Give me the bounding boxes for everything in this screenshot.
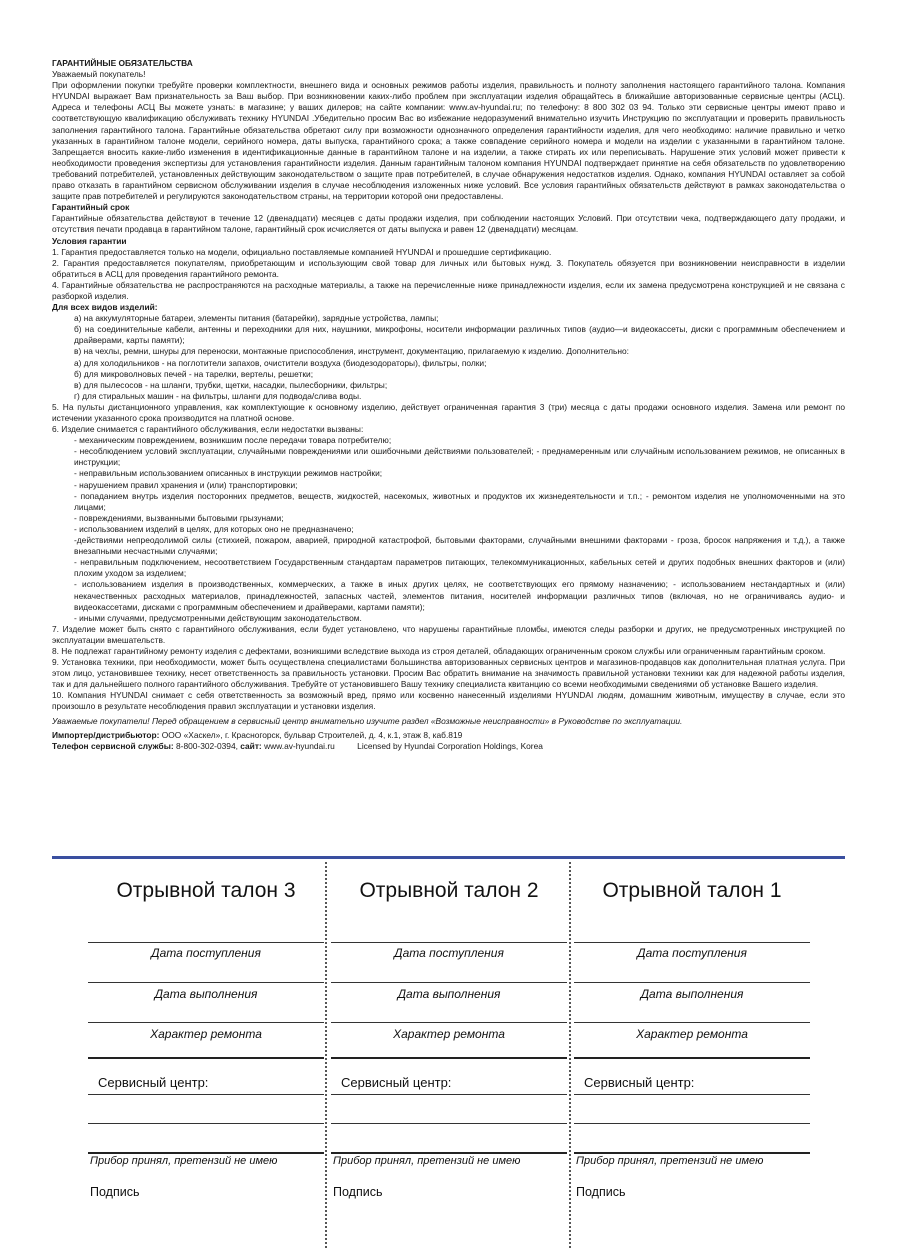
service-center-label: Сервисный центр: — [98, 1075, 209, 1090]
repair-type-label: Характер ремонта — [150, 1027, 262, 1041]
phone-value: 8-800-302-0394, — [176, 740, 238, 751]
signature-label: Подпись — [90, 1185, 140, 1199]
type-item: б) для микроволновых печей - на тарелки, вертелы, решетки; — [74, 368, 314, 379]
form-line — [88, 1123, 324, 1124]
warranty-title: ГАРАНТИЙНЫЕ ОБЯЗАТЕЛЬСТВА — [52, 58, 193, 68]
license-text: Licensed by Hyundai Corporation Holdings, Korea — [357, 740, 543, 751]
form-line — [331, 1123, 567, 1124]
condition-1: 1. Гарантия предоставляется только на модели, официально поставляемые компанией HYUNDAI и прошедшие сертификацию. — [52, 246, 552, 257]
form-line — [331, 1094, 567, 1095]
type-item: б) на соединительные кабели, антенны и переходники для них, наушники, микрофоны, носители информации различных типов (аудио—и видеокассеты, диски с программным обеспечением и драйверами, карты памяти); — [74, 324, 845, 346]
coupon-title: Отрывной талон 3 — [116, 879, 296, 902]
phone-line — [52, 741, 845, 752]
cause-item: - несоблюдением условий эксплуатации, случайными повреждениями или ошибочными действиями пользователей; - преднамеренным или случайным использованием режимов, не описанных в инструкции; — [74, 446, 845, 468]
tear-off-coupon-3 — [88, 862, 324, 1248]
cause-item: -действиями непреодолимой силы (стихией, пожаром, аварией, природной катастрофой, бытовыми факторами, случайными внешними факторами - гроза, бросок напряжения и т.д.), а также внезапными несчастными случаями; — [74, 535, 845, 557]
greeting: Уважаемый покупатель! — [52, 69, 146, 80]
date-received-label: Дата поступления — [637, 946, 747, 960]
service-center-label: Сервисный центр: — [584, 1075, 695, 1090]
type-item: а) для холодильников - на поглотители запахов, очистители воздуха (биодезодораторы), фильтры, полки; — [74, 357, 487, 368]
signature-label: Подпись — [576, 1185, 626, 1199]
condition-2: 2. Гарантия предоставляется покупателям, приобретающим и использующим свой товар для личных или бытовых нужд. 3. Покупатель обязуется при возникновении неисправности в изделии обратиться в АСЦ для проведения гарантийного ремонта. — [52, 257, 845, 279]
signature-label: Подпись — [333, 1185, 383, 1199]
condition-6: 6. Изделие снимается с гарантийного обслуживания, если недостатки вызваны: — [52, 424, 364, 435]
form-line — [574, 1022, 810, 1023]
accepted-text: Прибор принял, претензий не имею — [333, 1155, 521, 1167]
period-heading: Гарантийный срок — [52, 202, 130, 213]
conditions-heading: Условия гарантии — [52, 235, 127, 246]
condition-10: 10. Компания HYUNDAI снимает с себя ответственность за возможный вред, прямо или косвенно нанесенный изделиями HYUNDAI людям, домашним животным, имуществу в случае, если это произошло в результате несоблюдения правил эксплуатации и установки изделия. — [52, 690, 845, 712]
repair-type-label: Характер ремонта — [636, 1027, 748, 1041]
date-done-label: Дата выполнения — [397, 987, 501, 1001]
form-line — [88, 1057, 324, 1059]
notice: Уважаемые покупатели! Перед обращением в сервисный центр внимательно изучите раздел «Возможные неисправности» в Руководстве по эксплуатации. — [52, 715, 683, 726]
phone-label: Телефон сервисной службы: — [52, 740, 174, 751]
type-item: г) для стиральных машин - на фильтры, шланги для подвода/слива воды. — [74, 390, 362, 401]
condition-8: 8. Не подлежат гарантийному ремонту изделия с дефектами, возникшими вследствие выхода из строя деталей, обладающих ограниченным сроком службы или ограниченным гарантийным сроком. — [52, 645, 826, 656]
form-line — [574, 1057, 810, 1059]
form-line — [331, 982, 567, 983]
form-line — [88, 1022, 324, 1023]
form-line — [88, 942, 324, 943]
tear-line — [569, 862, 571, 1248]
form-line — [88, 1094, 324, 1095]
type-item: в) на чехлы, ремни, шнуры для переноски, монтажные приспособления, инструмент, документацию, прилагаемую к изделию. Дополнительно: — [74, 346, 629, 357]
importer-line — [52, 730, 845, 741]
condition-5: 5. На пульты дистанционного управления, как комплектующие к основному изделию, действует ограниченная гарантия 3 (три) месяца с даты продажи основного изделия. Замена или ремонт по истечении указанного срока производится на платной основе. — [52, 401, 845, 423]
condition-7: 7. Изделие может быть снято с гарантийного обслуживания, если будет установлено, что нарушены гарантийные пломбы, имеются следы разборки и других, не предусмотренных инструкцией по эксплуатации вмешательств. — [52, 623, 845, 645]
cause-item: - повреждениями, вызванными бытовыми грызунами; — [74, 512, 284, 523]
coupon-title: Отрывной талон 1 — [602, 879, 782, 902]
type-item: а) на аккумуляторные батареи, элементы питания (батарейки), зарядные устройства, лампы; — [74, 313, 439, 324]
accepted-text: Прибор принял, претензий не имею — [90, 1155, 278, 1167]
period-paragraph: Гарантийные обязательства действуют в течение 12 (двенадцати) месяцев с даты продажи изделия, при соблюдении настоящих Условий. При отсутствии чека, подтверждающего дату продажи, и отсутствия печати продавца в гарантийном талоне, гарантийный срок исчисляется от даты выпуска и равен 12 (двенадцати) месяцам. — [52, 213, 845, 235]
cause-item: - нарушением правил хранения и (или) транспортировки; — [74, 479, 298, 490]
form-line — [574, 982, 810, 983]
cause-item: - неправильным использованием описанных в инструкции режимов настройки; — [74, 468, 383, 479]
all-types-heading: Для всех видов изделий: — [52, 302, 158, 313]
date-received-label: Дата поступления — [394, 946, 504, 960]
cause-item: - неправильным подключением, несоответствием Государственным стандартам параметров питающих, телекоммуникационных, кабельных сетей и других подобных внешних факторов и (или) плохим уходом за изделием; — [74, 557, 845, 579]
blue-divider-rule — [52, 856, 845, 859]
type-item: в) для пылесосов - на шланги, трубки, щетки, насадки, пылесборники, фильтры; — [74, 379, 388, 390]
date-done-label: Дата выполнения — [154, 987, 258, 1001]
repair-type-label: Характер ремонта — [393, 1027, 505, 1041]
accepted-text: Прибор принял, претензий не имею — [576, 1155, 764, 1167]
site-value: www.av-hyundai.ru — [264, 740, 335, 751]
intro-paragraph: При оформлении покупки требуйте проверки комплектности, внешнего вида и основных режимов работы изделия, правильность и полноту заполнения настоящего гарантийного талона. Компания HYUNDAI выражает Вам признательность за Ваш выбор. При возникновении каких-либо проблем при эксплуатации изделия обращайтесь в ближайшие авторизованные сервисные центры (АСЦ). Адреса и телефоны АСЦ Вы можете узнать: в магазине; у ваших дилеров; на сайте компании: www.av-hyundai.ru; по телефону: 8 800 302 03 94. Только эти сервисные центры имеют право и соответствующую квалификацию обслуживать технику HYUNDAI .Убедительно просим Вас во избежание недоразумений внимательно изучить Инструкцию по эксплуатации и проверить правильность заполнения гарантийного талона. Гарантийные обязательства обретают силу при возможности однозначного определения гарантийности изделия, для чего необходимо: наличие правильно и четко указанных в гарантийном талоне модели, серийного номера, даты выпуска, гарантийного срока; а также совпадение серийного номера и модели на изделии с указанными в гарантийном талоне. Запрещается вносить какие-либо изменения в идентификационные данные в гарантийном талоне и на изделии, а также стирать их или переписывать. Нарушение этих условий может привести к необходимости проведения экспертизы для установления гарантийности изделия. Данным гарантийным талоном компания HYUNDAI подтверждает принятие на себя обязательств по удовлетворению требований потребителей, установленных действующим законодательством о защите прав потребителей, в случае обнаружения недостатков изделия. Однако, компания HYUNDAI оставляет за собой право отказать в гарантийном сервисном обслуживании изделия в случае несоблюдения изложенных ниже условий. Все условия гарантийных обязательств действуют в рамках законодательства о защите прав потребителей и регулируются законодательством страны, на территории которой они предоставлены. — [52, 80, 845, 202]
form-line — [331, 1057, 567, 1059]
form-line — [88, 982, 324, 983]
site-label: сайт: — [240, 740, 262, 751]
tear-off-coupon-1 — [574, 862, 810, 1248]
form-line — [574, 942, 810, 943]
tear-off-coupon-2 — [331, 862, 567, 1248]
form-line — [331, 942, 567, 943]
coupon-title: Отрывной талон 2 — [359, 879, 539, 902]
cause-item: - механическим повреждением, возникшим после передачи товара потребителю; — [74, 435, 392, 446]
importer-label: Импортер/дистрибьютор: — [52, 729, 160, 740]
condition-9: 9. Установка техники, при необходимости, может быть осуществлена специалистами большинства авторизованных сервисных центров и магазинов-продавцов как дополнительная платная услуга. При этом лицо, установившее технику, несет ответственность за правильность установки. Просим Вас обратить внимание на значимость правильной установки техники как для надежной работы изделия, так и для дальнейшего полного гарантийного обслуживания. Требуйте от установившего Вашу технику специалиста квитанцию со всеми необходимыми сведениями об установке Вашего изделия. — [52, 657, 845, 690]
warranty-document — [52, 58, 845, 752]
tear-line — [325, 862, 327, 1248]
condition-4: 4. Гарантийные обязательства не распространяются на расходные материалы, а также на перечисленные ниже принадлежности изделия, если их замена предусмотрена конструкцией и не связана с разборкой изделия. — [52, 279, 845, 301]
form-line — [574, 1094, 810, 1095]
date-done-label: Дата выполнения — [640, 987, 744, 1001]
cause-item: - использованием изделия в производственных, коммерческих, а также в иных других целях, не соответствующих его прямому назначению; - использованием нестандартных и (или) некачественных расходных материалов, принадлежностей, запасных частей, элементов питания, носителей информации различных типов (включая, но не ограничиваясь аудио- и видеокассетами, дисками с программным обеспечением и драйверами, картами памяти); — [74, 579, 845, 612]
cause-item: - иными случаями, предусмотренными действующим законодательством. — [74, 612, 362, 623]
form-line — [574, 1123, 810, 1124]
form-line — [331, 1022, 567, 1023]
service-center-label: Сервисный центр: — [341, 1075, 452, 1090]
cause-item: - использованием изделий в целях, для которых оно не предназначено; — [74, 523, 354, 534]
importer-value: ООО «Хаскел», г. Красногорск, бульвар Строителей, д. 4, к.1, этаж 8, каб.819 — [161, 729, 463, 740]
cause-item: - попаданием внутрь изделия посторонних предметов, веществ, жидкостей, насекомых, животных и продуктов их жизнедеятельности и т.п.; - ремонтом изделия не уполномоченными на это лицами; — [74, 490, 845, 512]
date-received-label: Дата поступления — [151, 946, 261, 960]
